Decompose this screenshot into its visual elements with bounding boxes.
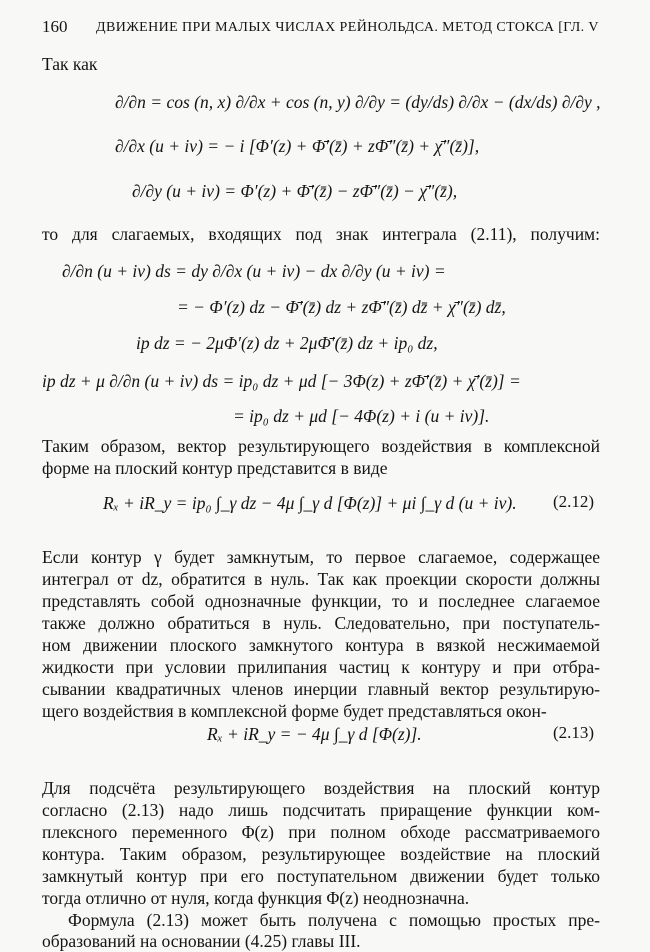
text-line: замкнутый контур при его поступательном движении будет только — [42, 866, 600, 886]
text-line: сывании квадратичных членов инерции главный вектор результирую- — [42, 679, 600, 699]
running-head: ДВИЖЕНИЕ ПРИ МАЛЫХ ЧИСЛАХ РЕЙНОЛЬДСА. МЕТОД СТОКСА [ГЛ. V — [96, 20, 599, 35]
text-line: Для подсчёта результирующего воздействия на плоский контур — [42, 778, 600, 798]
equation: ∂/∂n = cos (n, x) ∂/∂x + cos (n, y) ∂/∂y = (dy/ds) ∂/∂x − (dx/ds) ∂/∂y , — [115, 92, 601, 112]
text-line: Формула (2.13) может быть получена с помощью простых пре- — [68, 910, 600, 930]
text-line: щего воздействия в комплексной форме будет представляться окон- — [42, 701, 547, 721]
text-line: образований на основании (4.25) главы III. — [42, 931, 361, 951]
equation-number: (2.12) — [553, 492, 595, 511]
text-line: ном движении плоского замкнутого контура в вязкой несжимаемой — [42, 635, 600, 655]
equation: = − Φ′(z) dz − Φ̄′(z̄) dz + zΦ̄″(z̄) dz̄ + χ̄″(z̄) dz̄, — [177, 297, 506, 317]
page-number: 160 — [42, 17, 68, 36]
equation: ∂/∂x (u + iv) = − i [Φ′(z) + Φ̄′(z̄) + zΦ̄″(z̄) + χ̄″(z̄)], — [115, 136, 480, 156]
text-line: то для слагаемых, входящих под знак интеграла (2.11), получим: — [42, 224, 600, 244]
text-line: Так как — [42, 54, 98, 74]
text-line: Таким образом, вектор результирующего воздействия в комплексной — [42, 436, 600, 456]
text-line: тогда отлично от нуля, когда функция Φ(z) неоднозначна. — [42, 888, 470, 908]
equation: = ip₀ dz + μd [− 4Φ(z) + i (u + iv)]. — [233, 406, 490, 426]
equation: ip dz = − 2μΦ′(z) dz + 2μΦ̄′(z̄) dz + ip₀ dz, — [136, 333, 438, 353]
equation: ∂/∂y (u + iv) = Φ′(z) + Φ̄′(z̄) − zΦ̄″(z̄) − χ̄″(z̄), — [132, 181, 458, 201]
text-line: представлять собой однозначные функции, то и последнее слагаемое — [42, 591, 600, 611]
equation: ip dz + μ ∂/∂n (u + iv) ds = ip₀ dz + μd [− 3Φ(z) + zΦ̄′(z̄) + χ̄′(z̄)] = — [42, 371, 521, 391]
equation-number: (2.13) — [553, 723, 595, 742]
text-line: Если контур γ будет замкнутым, то первое слагаемое, содержащее — [42, 547, 600, 567]
text-line: плексного переменного Φ(z) при полном обходе рассматриваемого — [42, 822, 600, 842]
text-line: форме на плоский контур представится в виде — [42, 458, 388, 478]
equation: Rₓ + iR_y = ip₀ ∫_γ dz − 4μ ∫_γ d [Φ(z)] + μi ∫_γ d (u + iv). — [103, 493, 517, 513]
text-line: интеграл от dz, обратится в нуль. Так как проекции скорости должны — [42, 569, 600, 589]
equation: Rₓ + iR_y = − 4μ ∫_γ d [Φ(z)]. — [207, 724, 422, 744]
text-line: контура. Таким образом, результирующее воздействие на плоский — [42, 844, 600, 864]
text-line: согласно (2.13) надо лишь подсчитать приращение функции ком- — [42, 800, 600, 820]
text-line: также должно обратиться в нуль. Следовательно, при поступатель- — [42, 613, 600, 633]
text-line: жидкости при условии прилипания частиц к контуру и при отбра- — [42, 657, 600, 677]
equation: ∂/∂n (u + iv) ds = dy ∂/∂x (u + iv) − dx ∂/∂y (u + iv) = — [62, 261, 446, 281]
